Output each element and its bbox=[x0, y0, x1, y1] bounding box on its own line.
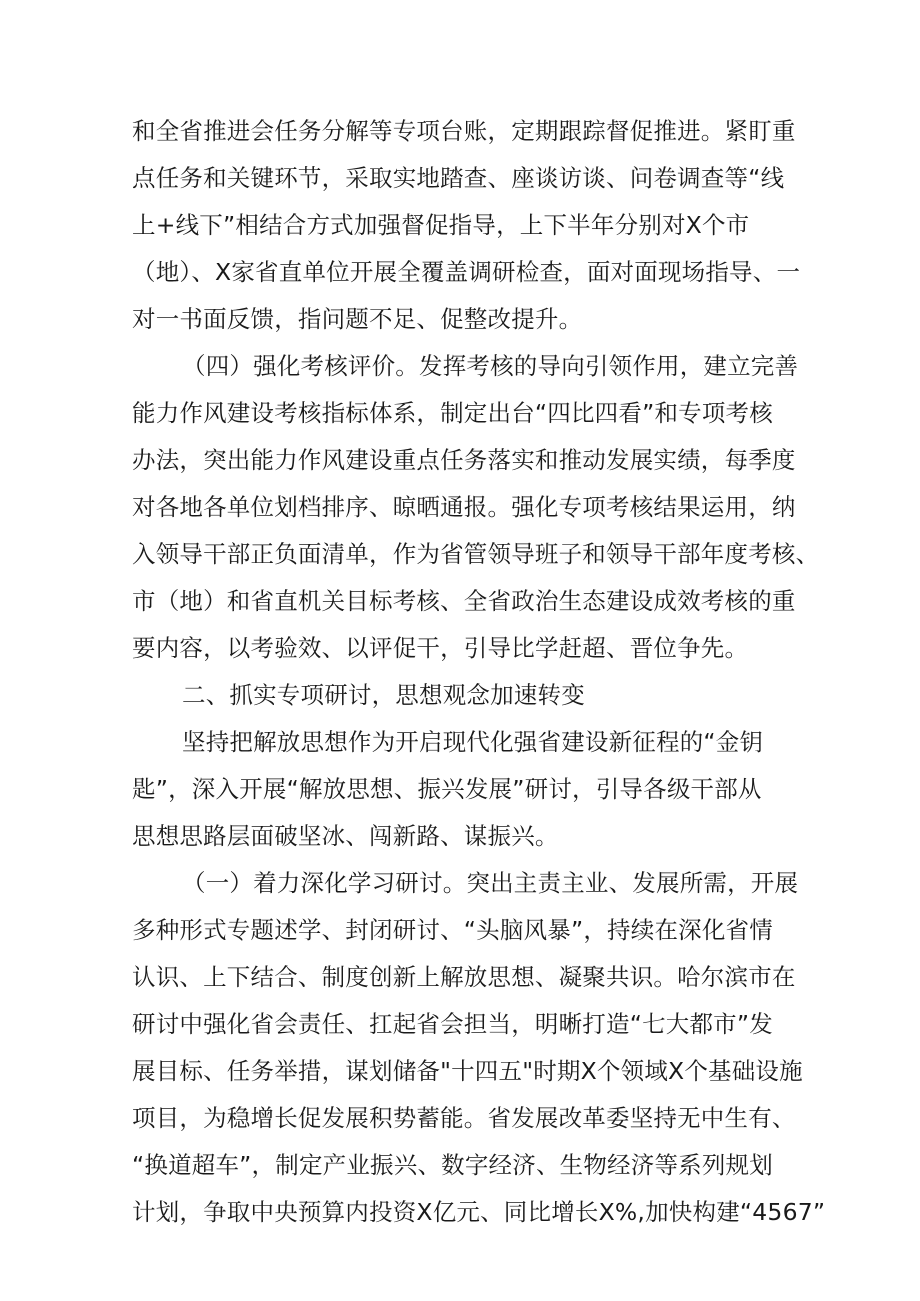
paragraph-line: “换道超车”，制定产业振兴、数字经济、生物经济等系列规划 bbox=[132, 1151, 773, 1179]
paragraph-line: 上+线下”相结合方式加强督促指导，上下半年分别对X个市 bbox=[132, 211, 750, 239]
paragraph-line: 对各地各单位划档排序、晾晒通报。强化专项考核结果运用，纳 bbox=[132, 493, 796, 521]
paragraph-line: 研讨中强化省会责任、扛起省会担当，明晰打造“七大都市”发 bbox=[132, 1010, 773, 1038]
paragraph-line: （地）、X家省直单位开展全覆盖调研检查，面对面现场指导、一 bbox=[132, 258, 801, 286]
paragraph-line: 和全省推进会任务分解等专项台账，定期跟踪督促推进。紧盯重 bbox=[132, 117, 796, 145]
subsection-heading-1: （一）着力深化学习研讨。突出主责主业、发展所需，开展 bbox=[182, 869, 799, 897]
paragraph-line: 能力作风建设考核指标体系，制定出台“四比四看”和专项考核 bbox=[132, 399, 773, 427]
paragraph-line: 坚持把解放思想作为开启现代化强省建设新征程的“金钥 bbox=[182, 728, 764, 756]
paragraph-line: 市（地）和省直机关目标考核、全省政治生态建设成效考核的重 bbox=[132, 587, 796, 615]
paragraph-line: 展目标、任务举措，谋划储备"十四五"时期X个领域X个基础设施 bbox=[132, 1057, 803, 1085]
paragraph-line: 多种形式专题述学、封闭研讨、“头脑风暴”，持续在深化省情 bbox=[132, 916, 773, 944]
paragraph-line: 对一书面反馈，指问题不足、促整改提升。 bbox=[132, 305, 583, 333]
paragraph-line: 入领导干部正负面清单，作为省管领导班子和领导干部年度考核、 bbox=[132, 540, 820, 568]
document-body bbox=[132, 108, 826, 1236]
paragraph-line: 计划，争取中央预算内投资X亿元、同比增长X%,加快构建“4567” bbox=[132, 1198, 826, 1226]
paragraph-line: 项目，为稳增长促发展积势蓄能。省发展改革委坚持无中生有、 bbox=[132, 1104, 796, 1132]
paragraph-line: 点任务和关键环节，采取实地踏查、座谈访谈、问卷调查等“线 bbox=[132, 164, 785, 192]
paragraph-line: 思想思路层面破坚冰、闯新路、谋振兴。 bbox=[132, 822, 559, 850]
subsection-heading-4: （四）强化考核评价。发挥考核的导向引领作用，建立完善 bbox=[182, 352, 799, 380]
paragraph-line: 匙”，深入开展“解放思想、振兴发展”研讨，引导各级干部从 bbox=[132, 775, 762, 803]
section-heading-2: 二、抓实专项研讨，思想观念加速转变 bbox=[182, 681, 585, 709]
paragraph-line: 认识、上下结合、制度创新上解放思想、凝聚共识。哈尔滨市在 bbox=[132, 963, 796, 991]
paragraph-line: 要内容，以考验效、以评促干，引导比学赶超、晋位争先。 bbox=[132, 634, 749, 662]
paragraph-line: 办法，突出能力作风建设重点任务落实和推动发展实绩，每季度 bbox=[132, 446, 796, 474]
